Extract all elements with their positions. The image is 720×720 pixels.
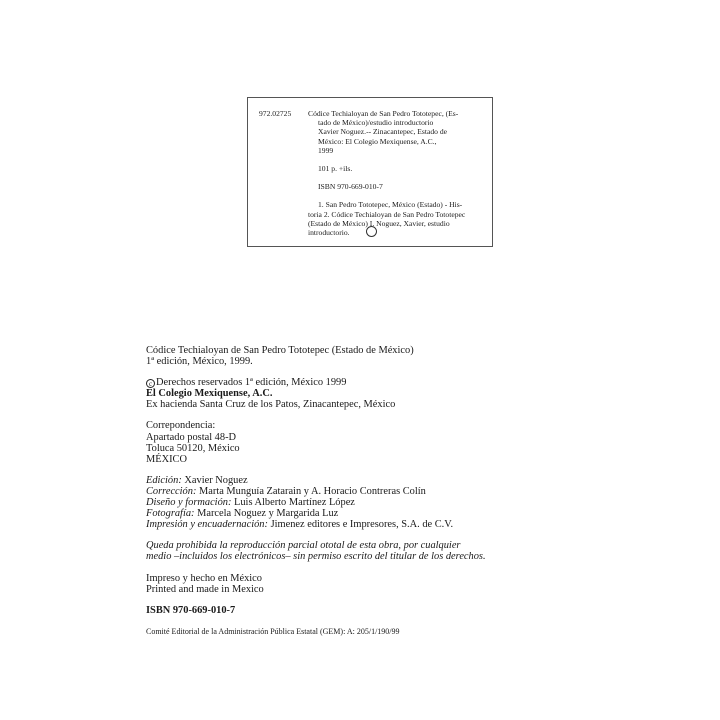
book-title-line: Códice Techialoyan de San Pedro Tototepec (Estado de México): [146, 345, 414, 356]
edition-line: 1ª edición, México, 1999.: [146, 356, 253, 368]
catalog-subject-line: (Estado de México) I. Noguez, Xavier, estudio: [308, 218, 450, 228]
credit-line: Diseño y formación: Luis Alberto Martínez López: [146, 497, 355, 509]
catalog-isbn: ISBN 970-669-010-7: [318, 182, 383, 192]
catalog-card: [247, 97, 493, 247]
po-box: Apartado postal 48-D: [146, 431, 237, 443]
printed-in-english: Printed and made in Mexico: [146, 583, 264, 595]
credit-line: Edición: Xavier Noguez: [146, 474, 248, 486]
credit-line: Corrección: Marta Munguía Zatarain y A. Horacio Contreras Colín: [146, 485, 426, 497]
catalog-line: Xavier Noguez.-- Zinacantepec, Estado de: [318, 127, 448, 137]
catalog-line: México: El Colegio Mexiquense, A.C.,: [318, 136, 437, 146]
correspondence-label: Correpondencia:: [146, 420, 216, 432]
copyright-icon: c: [146, 379, 155, 388]
credit-line: Fotografía: Marcela Noguez y Margarida Luz: [146, 508, 339, 520]
publisher-address: Ex hacienda Santa Cruz de los Patos, Zinacantepec, México: [146, 399, 396, 411]
catalog-subject-line: 1. San Pedro Tototepec, México (Estado) - His-: [318, 200, 463, 210]
printed-in-spanish: Impreso y hecho en México: [146, 572, 262, 584]
card-hole-icon: [366, 226, 377, 237]
call-number: 972.02725: [259, 109, 292, 118]
prohibition-notice: Queda prohibida la reproducción parcial ototal de esta obra, por cualquier: [146, 540, 461, 552]
catalog-card-body: [308, 109, 488, 237]
city-line: Toluca 50120, México: [146, 442, 240, 454]
isbn-line: ISBN 970-669-010-7: [146, 604, 236, 616]
publisher-name: El Colegio Mexiquense, A.C.: [146, 388, 273, 400]
committee-line: Comité Editorial de la Administración Pública Estatal (GEM): A: 205/1/190/99: [146, 626, 400, 636]
rights-line: c Derechos reservados 1ª edición, México 1999: [146, 377, 566, 388]
credit-line: Impresión y encuadernación: Jimenez editores e Impresores, S.A. de C.V.: [146, 519, 454, 531]
catalog-line: 1999: [318, 145, 334, 155]
catalog-line: tado de México)/estudio introductorio: [318, 118, 434, 128]
catalog-pages: 101 p. +ils.: [318, 164, 353, 174]
imprint-block: [146, 345, 566, 637]
catalog-subject-line: toria 2. Códice Techialoyan de San Pedro Tototepec: [308, 209, 466, 219]
catalog-line: Códice Techialoyan de San Pedro Tototepec, (Es-: [308, 109, 459, 118]
prohibition-notice: medio –incluidos los electrónicos– sin permiso escrito del titular de los derechos.: [146, 551, 486, 563]
country-line: MÉXICO: [146, 453, 187, 465]
catalog-subject-line: introductorio.: [308, 228, 350, 238]
